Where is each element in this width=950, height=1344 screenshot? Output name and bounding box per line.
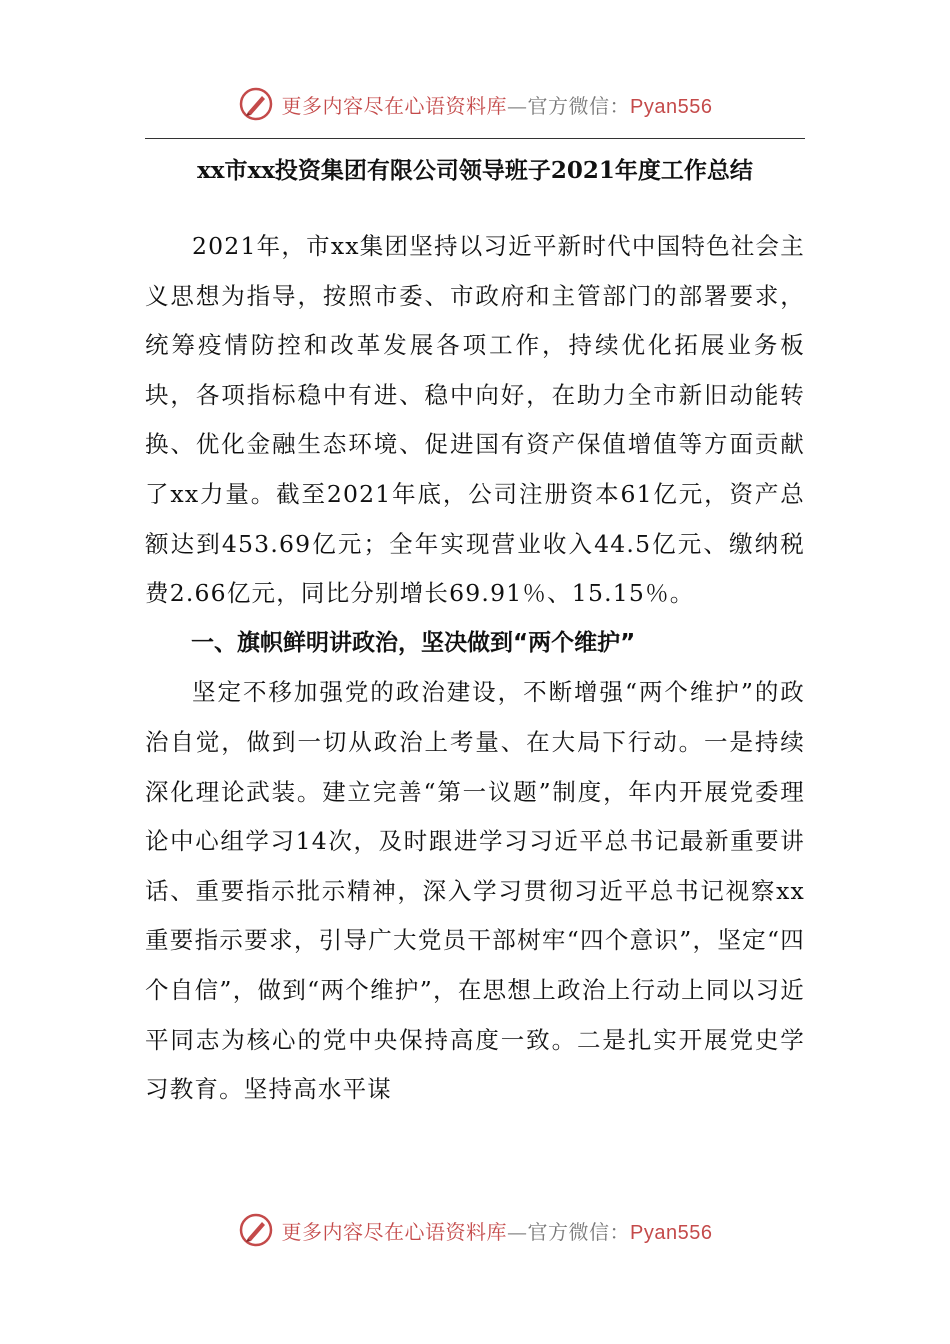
footer-watermark	[0, 1210, 950, 1250]
pen-logo-icon	[238, 86, 274, 122]
document-title: xx市xx投资集团有限公司领导班子2021年度工作总结	[197, 157, 753, 184]
paragraph: 坚定不移加强党的政治建设，不断增强“两个维护”的政治自觉，做到一切从政治上考量、在大局下行动。一是持续深化理论武装。建立完善“第一议题”制度，年内开展党委理论中心组学习14次，及时跟进学习习近平总书记最新重要讲话、重要指示批示精神，深入学习贯彻习近平总书记视察xx重要指示要求，引导广大党员干部树牢“四个意识”，坚定“四个自信”，做到“两个维护”，在思想上政治上行动上同以习近平同志为核心的党中央保持高度一致。二是扎实开展党史学习教育。坚持高水平谋	[145, 678, 805, 1104]
paragraph: 2021年，市xx集团坚持以习近平新时代中国特色社会主义思想为指导，按照市委、市政府和主管部门的部署要求，统筹疫情防控和改革发展各项工作，持续优化拓展业务板块，各项指标稳中有进、稳中向好，在助力全市新旧动能转换、优化金融生态环境、促进国有资产保值增值等方面贡献了xx力量。截至2021年底，公司注册资本61亿元，资产总额达到453.69亿元；全年实现营业收入44.5亿元、缴纳税费2.66亿元，同比分别增长69.91％、15.15％。	[145, 232, 805, 608]
header-watermark	[0, 84, 950, 124]
header-rule	[145, 138, 805, 139]
document-body	[145, 222, 805, 1182]
watermark-text: 更多内容尽在心语资料库—官方微信：Pyan556	[281, 93, 713, 118]
pen-logo-icon	[238, 1212, 274, 1248]
watermark-text: 更多内容尽在心语资料库—官方微信：Pyan556	[281, 1219, 713, 1244]
section-heading: 一、旗帜鲜明讲政治，坚决做到“两个维护”	[191, 629, 636, 656]
